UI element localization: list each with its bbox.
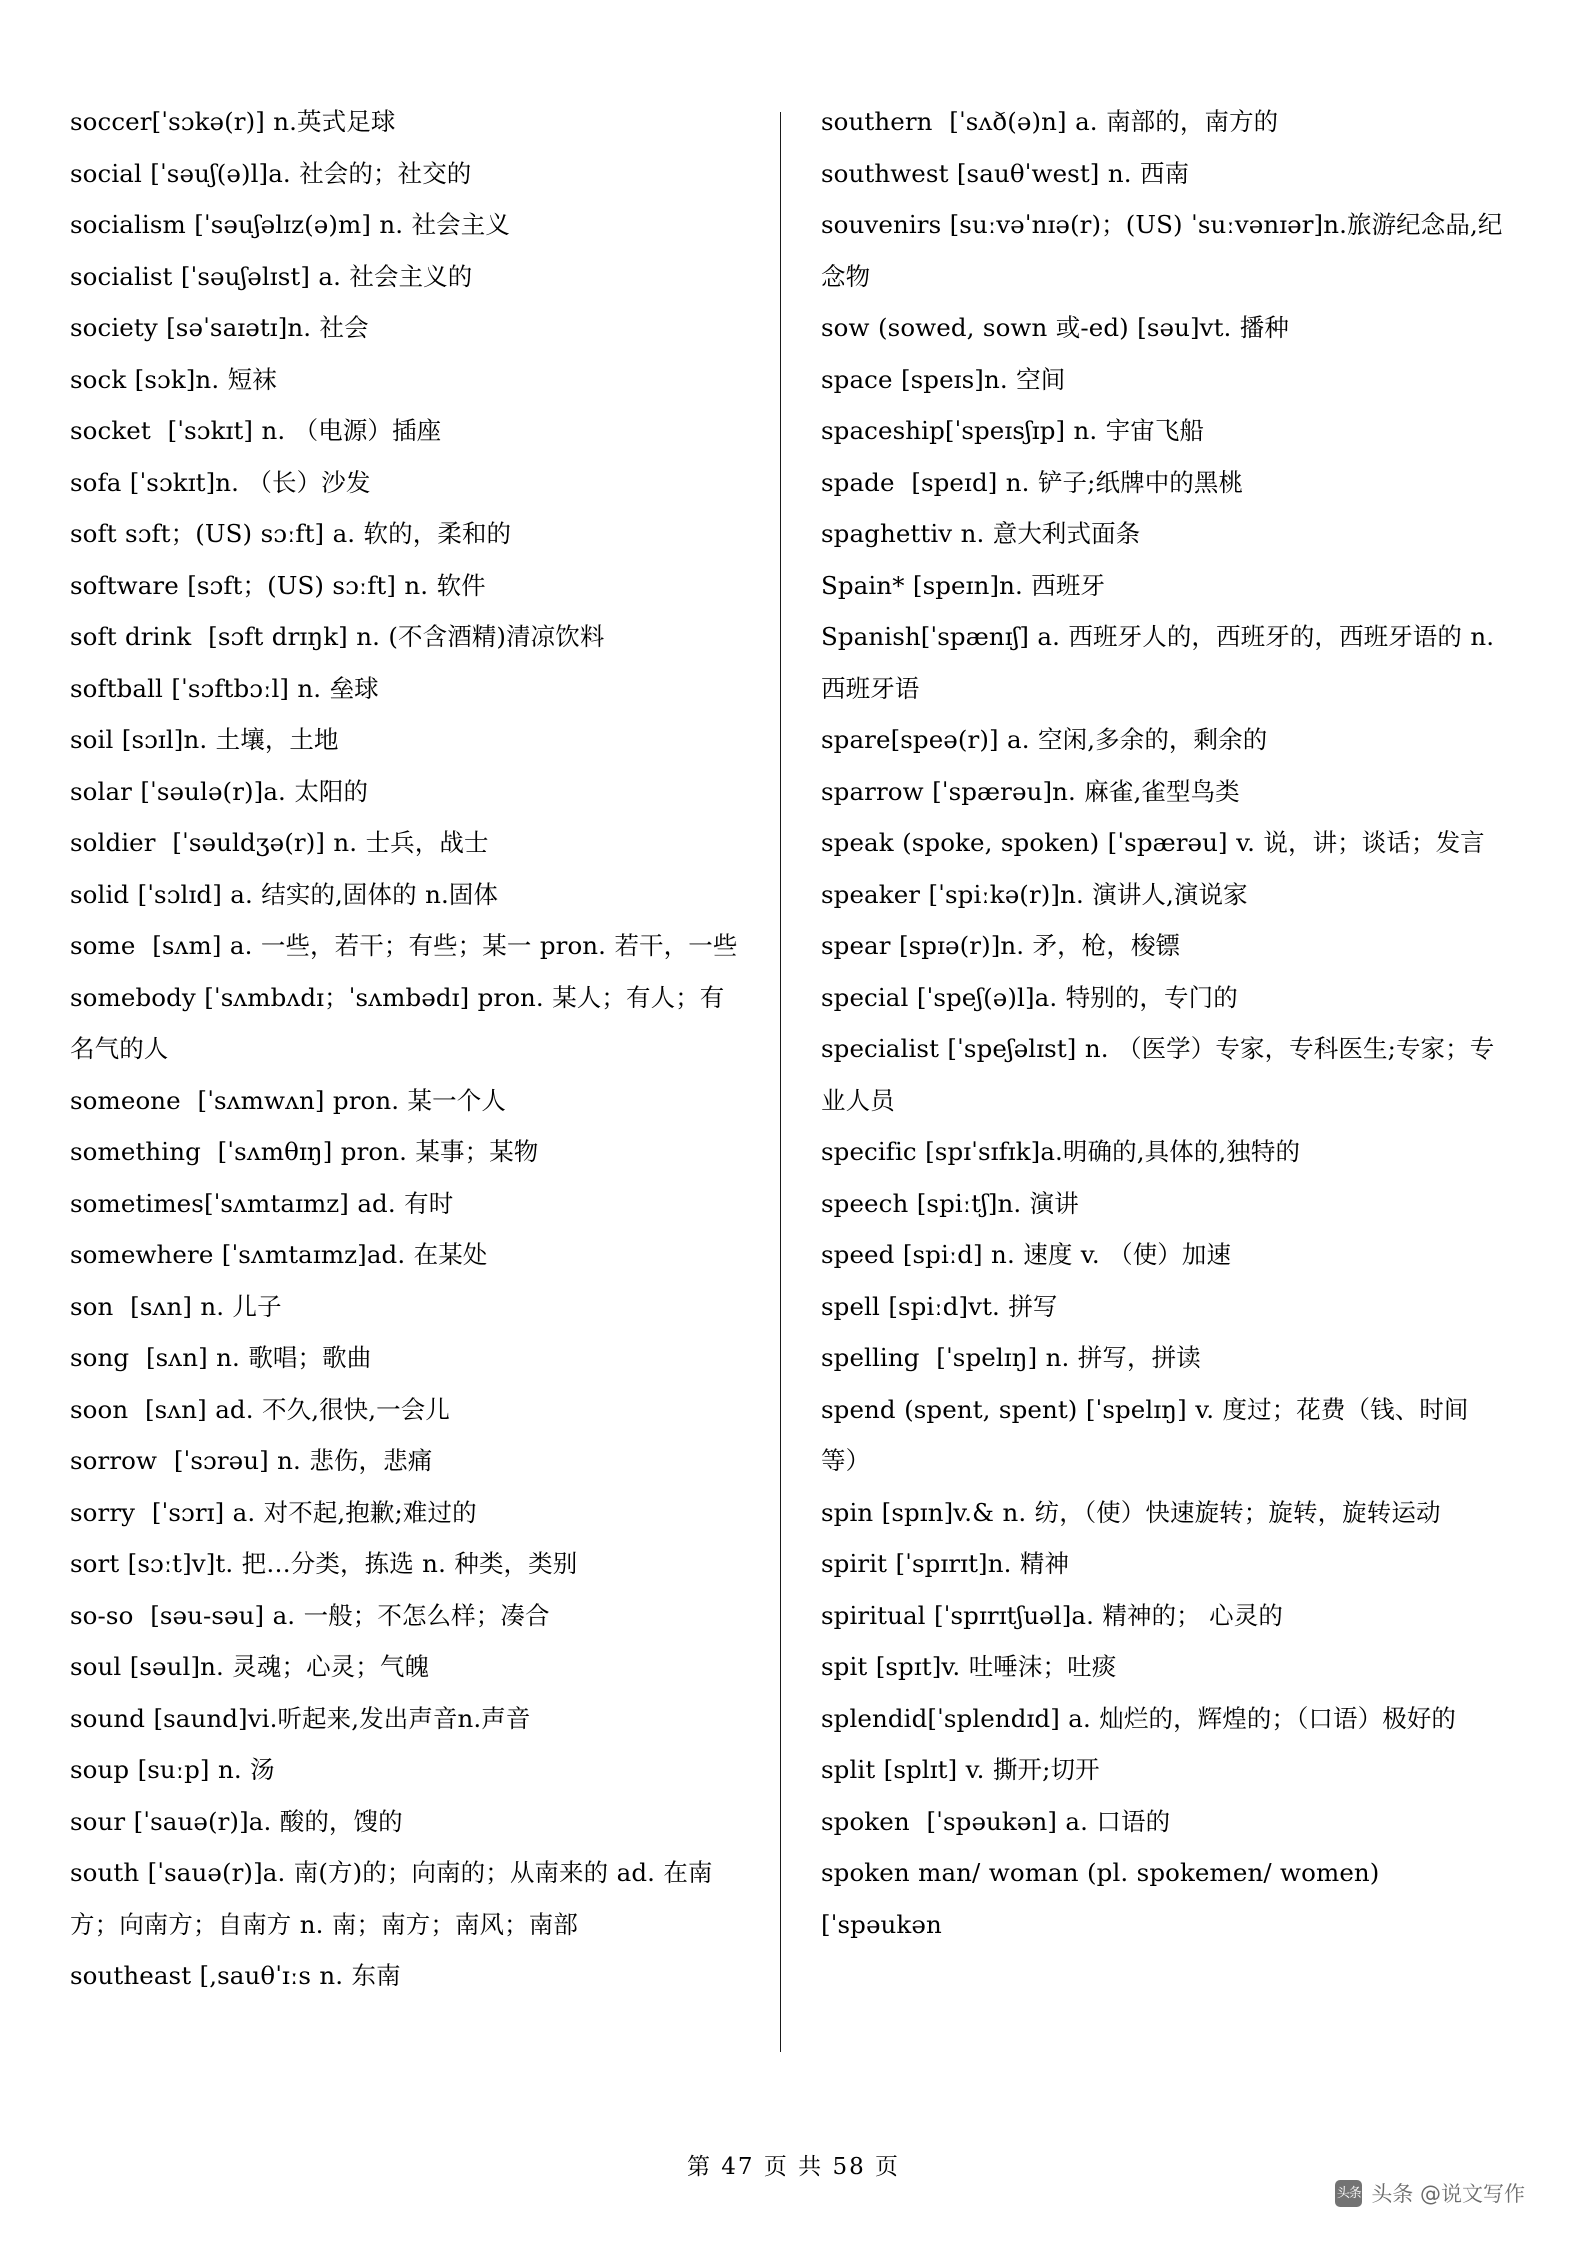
dictionary-entry: spin [spɪn]v.& n. 纺，（使）快速旋转；旋转，旋转运动 [821,1497,1441,1527]
dictionary-entry: society [səˈsaɪətɪ]n. 社会 [70,313,369,342]
dictionary-entry: special [ˈspeʃ(ə)l]a. 特别的，专门的 [821,982,1238,1012]
dictionary-entry: splendid[ˈsplendɪd] a. 灿烂的，辉煌的；（口语）极好的 [821,1703,1457,1733]
dictionary-entry: son [sʌn] n. 儿子 [70,1291,282,1321]
dictionary-entry: souvenirs [suːvəˈnɪə(r)；(US) ˈsuːvənɪər]n.旅游纪念品,纪念物 [821,210,1503,291]
dictionary-entry: specific [spɪˈsɪfɪk]a.明确的,具体的,独特的 [821,1137,1301,1166]
dictionary-entry: spit [spɪt]v. 吐唾沫；吐痰 [821,1652,1117,1681]
dictionary-entry: speak (spoke, spoken) [ˈspærəu] v. 说，讲；谈话；发言 [821,828,1485,857]
dictionary-entry: sorry [ˈsɔrɪ] a. 对不起,抱歉;难过的 [70,1497,477,1527]
dictionary-entry: sour [ˈsauə(r)]a. 酸的，馊的 [70,1806,403,1836]
dictionary-entry: spend (spent, spent) [ˈspelɪŋ] v. 度过；花费（钱、时间等） [821,1394,1469,1475]
dictionary-entry: sort [sɔːt]v]t. 把…分类，拣选 n. 种类，类别 [70,1549,578,1578]
dictionary-entry: soft drink [sɔft drɪŋk] n. (不含酒精)清凉饮料 [70,622,605,651]
dictionary-entry: solar [ˈsəulə(r)]a. 太阳的 [70,776,369,806]
dictionary-entry: software [sɔft；(US) sɔːft] n. 软件 [70,570,486,600]
dictionary-entry: so-so [səu-səu] a. 一般；不怎么样；凑合 [70,1600,550,1630]
dictionary-entry: Spain* [speɪn]n. 西班牙 [821,570,1106,600]
dictionary-entry: somebody [ˈsʌmbʌdɪ；ˈsʌmbədɪ] pron. 某人；有人；有名气的人 [70,982,725,1063]
dictionary-entry: social [ˈsəuʃ(ə)l]a. 社会的；社交的 [70,158,472,188]
left-column [70,96,760,2086]
dictionary-entry: spell [spiːd]vt. 拼写 [821,1291,1058,1321]
dictionary-entry: spaceship[ˈspeɪsʃɪp] n. 宇宙飞船 [821,416,1205,445]
column-divider [780,112,781,2052]
dictionary-entry: spelling [ˈspelɪŋ] n. 拼写，拼读 [821,1343,1201,1372]
dictionary-entry: spare[speə(r)] a. 空闲,多余的，剩余的 [821,725,1268,754]
dictionary-entry: south [ˈsauə(r)]a. 南(方)的；向南的；从南来的 ad. 在南方；向南方；自南方 n. 南；南方；南风；南部 [70,1858,713,1939]
dictionary-entry: specialist [ˈspeʃəlɪst] n. （医学）专家，专科医生;专家；专业人员 [821,1034,1495,1115]
dictionary-entry: speaker [ˈspiːkə(r)]n. 演讲人,演说家 [821,879,1248,909]
dictionary-entry: southern [ˈsʌð(ə)n] a. 南部的，南方的 [821,107,1279,136]
dictionary-entry: speech [spiːtʃ]n. 演讲 [821,1188,1079,1218]
dictionary-entry: sound [saund]vi.听起来,发出声音n.声音 [70,1703,531,1733]
dictionary-entry: sorrow [ˈsɔrəu] n. 悲伤，悲痛 [70,1446,433,1475]
dictionary-entry: softball [ˈsɔftbɔːl] n. 垒球 [70,673,379,703]
two-column-layout [70,96,1520,2086]
dictionary-entry: spade [speɪd] n. 铲子;纸牌中的黑桃 [821,467,1244,497]
dictionary-entry: space [speɪs]n. 空间 [821,364,1066,394]
dictionary-entry: split [splɪt] v. 撕开;切开 [821,1755,1100,1784]
dictionary-entry: someone [ˈsʌmwʌn] pron. 某一个人 [70,1085,506,1115]
dictionary-entry: spiritual [ˈspɪrɪtʃuəl]a. 精神的； 心灵的 [821,1600,1283,1630]
dictionary-entry: socket [ˈsɔkɪt] n. （电源）插座 [70,416,442,445]
page-footer: 第 47 页 共 58 页 [686,2154,901,2180]
dictionary-entry: soccer[ˈsɔkə(r)] n.英式足球 [70,107,396,136]
dictionary-entry: soft sɔft；(US) sɔːft] a. 软的，柔和的 [70,519,512,548]
dictionary-entry: solid [ˈsɔlɪd] a. 结实的,固体的 n.固体 [70,879,499,909]
dictionary-entry: southwest [sauθˈwest] n. 西南 [821,158,1190,188]
dictionary-entry: soldier [ˈsəuldʒə(r)] n. 士兵，战士 [70,828,489,857]
dictionary-entry: some [sʌm] a. 一些，若干；有些；某一 pron. 若干，一些 [70,931,738,960]
dictionary-entry: Spanish[ˈspænɪʃ] a. 西班牙人的，西班牙的，西班牙语的 n. 西班牙语 [821,622,1503,703]
dictionary-entry: something [ˈsʌmθɪŋ] pron. 某事；某物 [70,1137,539,1166]
dictionary-entry: socialist [ˈsəuʃəlɪst] a. 社会主义的 [70,261,473,291]
dictionary-entry: sofa [ˈsɔkɪt]n. （长）沙发 [70,467,371,497]
dictionary-entry: spear [spɪə(r)]n. 矛，枪，梭镖 [821,931,1181,960]
dictionary-entry: socialism [ˈsəuʃəlɪz(ə)m] n. 社会主义 [70,210,510,239]
watermark-label: 头条 @说文写作 [1371,2182,1525,2206]
watermark [1335,2178,1525,2208]
dictionary-entry: soil [sɔɪl]n. 土壤，土地 [70,725,339,754]
right-column [815,96,1505,2086]
dictionary-entry: song [sʌn] n. 歌唱；歌曲 [70,1343,372,1372]
dictionary-entry: sow (sowed, sown 或-ed) [səu]vt. 播种 [821,313,1289,342]
dictionary-entry: spoken [ˈspəukən] a. 口语的 [821,1806,1171,1836]
dictionary-entry: sock [sɔk]n. 短袜 [70,364,277,394]
dictionary-entry: spoken man/ woman (pl. spokemen/ women) [ˈspəukən [821,1858,1388,1939]
dictionary-entry: sometimes[ˈsʌmtaɪmz] ad. 有时 [70,1188,454,1218]
dictionary-entry: somewhere [ˈsʌmtaɪmz]ad. 在某处 [70,1240,488,1269]
dictionary-entry: soon [sʌn] ad. 不久,很快,一会儿 [70,1394,450,1424]
dictionary-entry: speed [spiːd] n. 速度 v. （使）加速 [821,1240,1232,1269]
dictionary-entry: spaghettiv n. 意大利式面条 [821,519,1141,548]
watermark-logo-icon: 头条 [1335,2180,1362,2207]
dictionary-entry: spirit [ˈspɪrɪt]n. 精神 [821,1549,1070,1578]
dictionary-entry: southeast [,sauθˈɪːs n. 东南 [70,1961,401,1990]
dictionary-entry: soup [suːp] n. 汤 [70,1755,275,1784]
dictionary-entry: sparrow [ˈspærəu]n. 麻雀,雀型鸟类 [821,776,1240,806]
dictionary-entry: soul [səul]n. 灵魂；心灵；气魄 [70,1652,430,1681]
